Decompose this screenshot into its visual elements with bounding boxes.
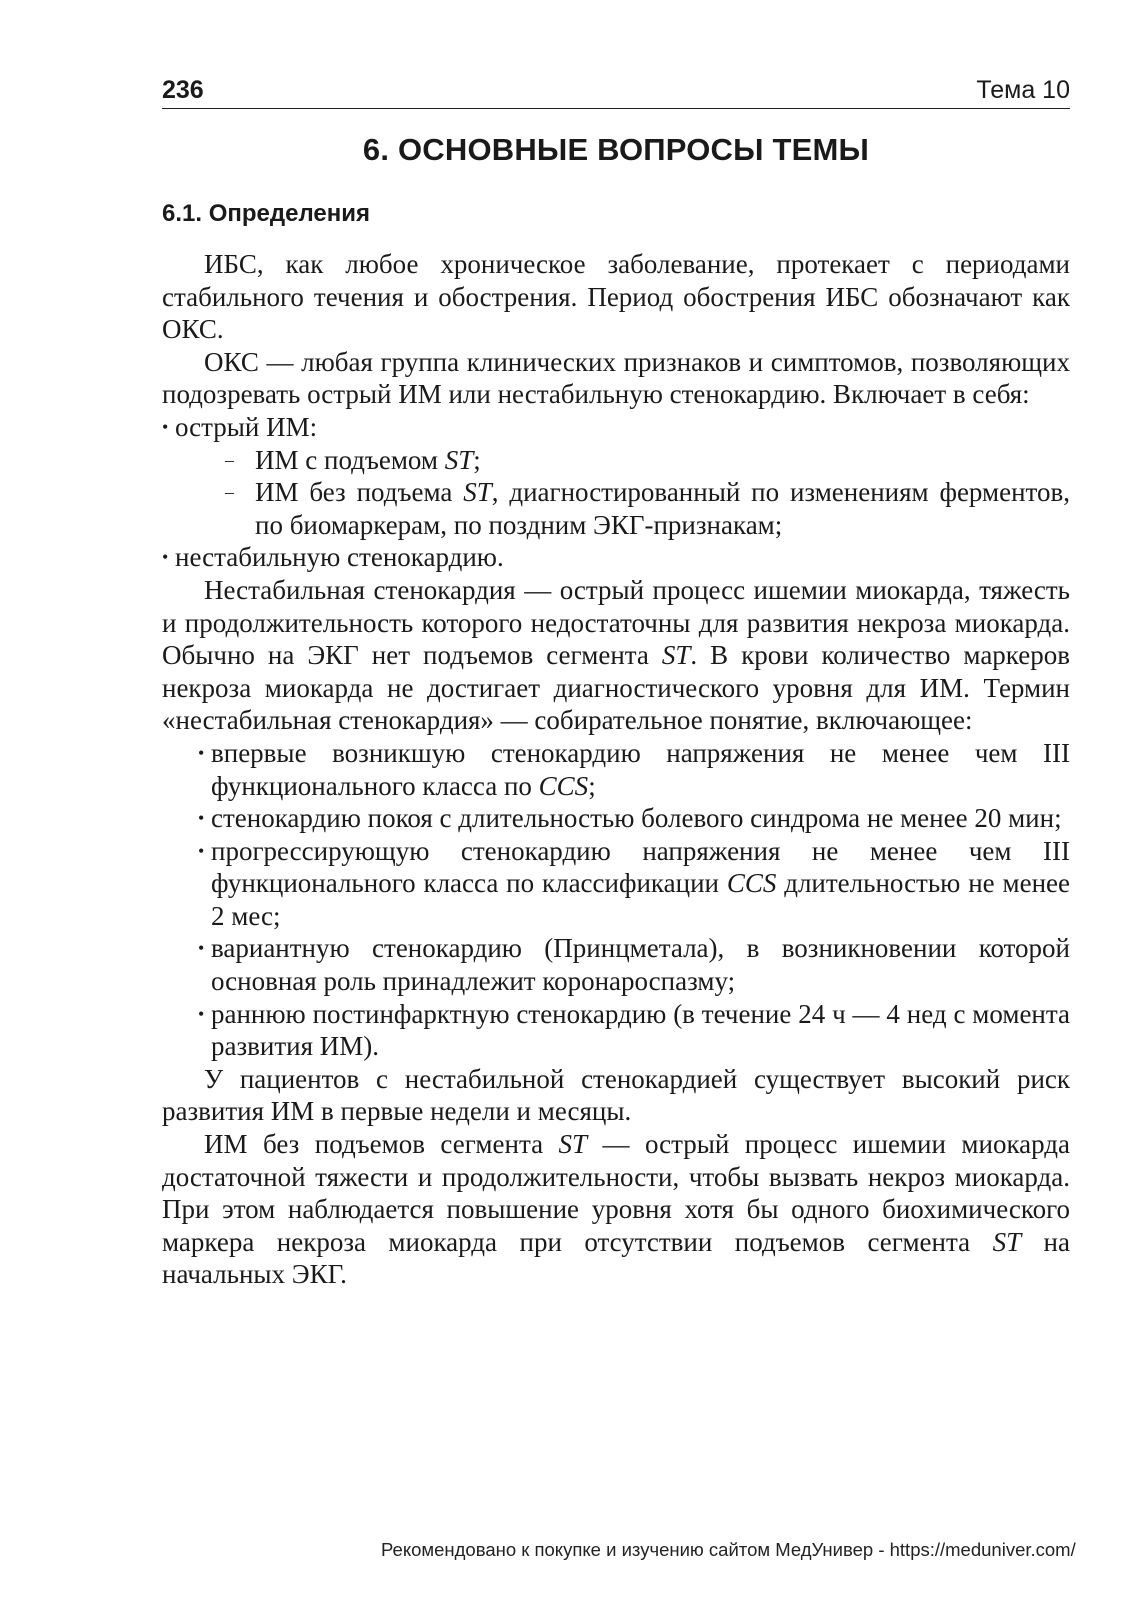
unstable-angina-list xyxy=(198,737,1070,1063)
running-title: Тема 10 xyxy=(976,76,1070,104)
list-item-progressive xyxy=(198,835,1070,933)
list-item-text: острый ИМ: xyxy=(175,411,318,442)
list-item-text: прогрессирующую стенокардию напряжения не менее чем III функционального класса по классификации xyxy=(211,835,1070,899)
body-text xyxy=(162,248,1070,1291)
st-term: ST xyxy=(444,444,474,475)
st-term: ST xyxy=(463,477,492,508)
list-item-text: впервые возникшую стенокардию напряжения не менее чем III функционального класса по xyxy=(211,737,1070,801)
footer-note: Рекомендовано к покупке и изучению сайтом МедУнивер - https://meduniver.com/ xyxy=(381,1539,1076,1560)
sublist-item-non-st-elevation xyxy=(211,476,1070,541)
paragraph-text: . В крови количество маркеров некроза миокарда не достигает диагностического уровня для ИМ. Термин «нестабильная стенокардия» — собирательное понятие, включающее: xyxy=(162,640,1070,736)
st-term: ST xyxy=(661,640,691,671)
st-term: ST xyxy=(992,1226,1022,1257)
paragraph-oks-definition: ОКС — любая группа клинических признаков и симптомов, позволяющих подозревать острый ИМ или нестабильную стенокардию. Включает в себя: xyxy=(162,346,1070,410)
paragraph-text: на начальных ЭКГ. xyxy=(162,1226,1070,1290)
list-item-rest-angina: • стенокардию покоя с длительностью болевого синдрома не менее 20 мин; xyxy=(198,802,1070,835)
page xyxy=(162,74,1070,1291)
paragraph-text: Нестабильная стенокардия — острый процесс ишемии миокарда, тяжесть и продолжительность которого недостаточны для развития некроза миокарда. Обычно на ЭКГ нет подъемов сегмента xyxy=(162,574,1070,671)
ccs-term: CCS xyxy=(538,770,589,801)
subsection-title: 6.1. Определения xyxy=(162,200,370,227)
page-number: 236 xyxy=(162,76,204,104)
st-term: ST xyxy=(558,1129,588,1160)
acute-mi-sublist xyxy=(211,444,1070,542)
paragraph-nstemi xyxy=(162,1128,1070,1291)
paragraph-text: ИМ без подъемов сегмента xyxy=(204,1129,559,1160)
list-item-variant: • вариантную стенокардию (Принцметала), в возникновении которой основная роль принадлежит коронароспазму; xyxy=(198,932,1070,997)
list-item-text: длительностью не менее 2 мес; xyxy=(211,868,1070,931)
list-item-new-onset xyxy=(198,737,1070,802)
list-item-post-infarction: • раннюю постинфарктную стенокардию (в течение 24 ч — 4 нед с момента развития ИМ). xyxy=(198,998,1070,1063)
paragraph-risk: У пациентов с нестабильной стенокардией существует высокий риск развития ИМ в первые недели и месяцы. xyxy=(162,1063,1070,1127)
sublist-item-st-elevation xyxy=(211,444,1070,477)
list-item-unstable-angina: • нестабильную стенокардию. xyxy=(162,541,1070,574)
sublist-text: , диагностированный по изменениям ферментов, по биомаркерам, по поздним ЭКГ-признакам; xyxy=(255,477,1070,540)
sublist-text: ; xyxy=(473,444,481,475)
paragraph-unstable-angina xyxy=(162,574,1070,737)
paragraph-text: — острый процесс ишемии миокарда достаточной тяжести и продолжительности, чтобы вызвать некроз миокарда. При этом наблюдается повышение уровня хотя бы одного биохимического маркера некроза миокарда при отсутствии подъемов сегмента xyxy=(162,1129,1071,1257)
list-item-acute-mi xyxy=(162,411,1070,541)
sublist-text: ИМ с подъемом xyxy=(255,444,445,475)
running-header xyxy=(162,74,1070,109)
ccs-term: CCS xyxy=(726,868,777,899)
paragraph-ibs: ИБС, как любое хроническое заболевание, протекает с периодами стабильного течения и обострения. Период обострения ИБС обозначают как ОКС. xyxy=(162,249,1070,345)
list-item-text: ; xyxy=(588,770,596,801)
section-title: 6. ОСНОВНЫЕ ВОПРОСЫ ТЕМЫ xyxy=(362,132,870,167)
sublist-text: ИМ без подъема xyxy=(255,477,464,508)
oks-list xyxy=(162,411,1070,574)
